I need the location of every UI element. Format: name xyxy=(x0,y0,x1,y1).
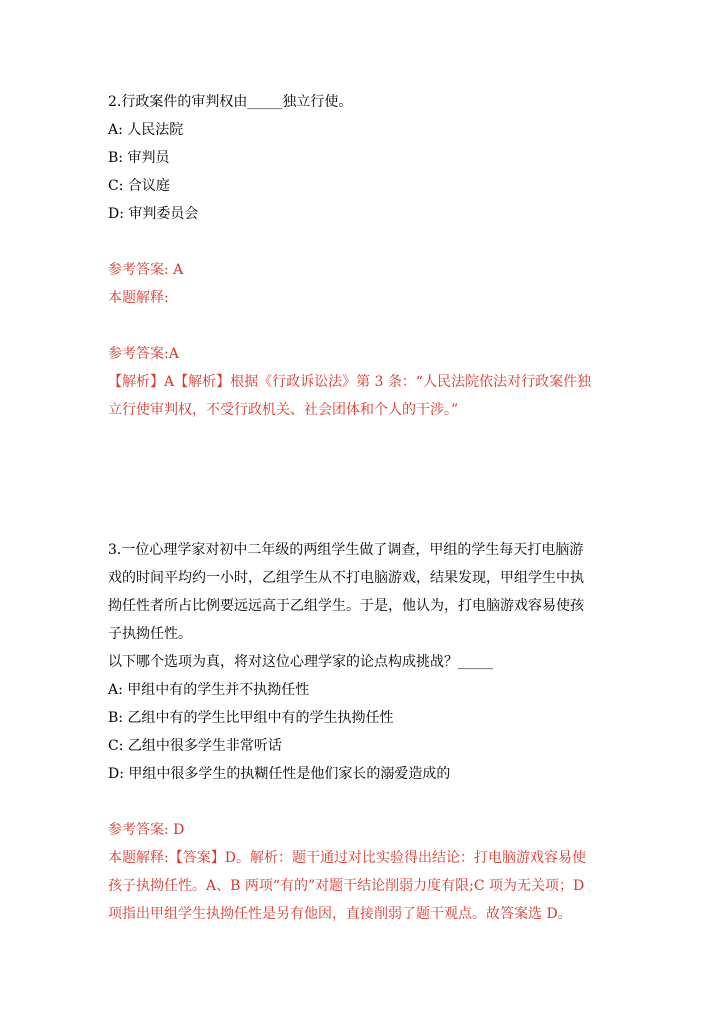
q2-option-a: A: 人民法院 xyxy=(108,122,184,138)
q2-option-c: C: 合议庭 xyxy=(108,178,170,194)
q2-analysis-line-2: 立行使审判权，不受行政机关、社会团体和个人的干涉。” xyxy=(108,402,459,418)
q3-explain-line-3: 项指出甲组学生执拗任性是另有他因，直接削弱了题干观点。故答案选 D。 xyxy=(108,906,572,922)
q3-explain-line-2: 孩子执拗任性。A、B 两项“有的”对题干结论削弱力度有限;C 项为无关项；D xyxy=(108,878,585,894)
q3-option-b: B: 乙组中有的学生比甲组中有的学生执拗任性 xyxy=(108,710,394,726)
q3-stem-line-1: 3.一位心理学家对初中二年级的两组学生做了调查，甲组的学生每天打电脑游 xyxy=(108,542,584,558)
q3-answer: 参考答案: D xyxy=(108,822,185,838)
q2-stem: 2.行政案件的审判权由_____独立行使。 xyxy=(108,94,353,110)
q2-answer-repeat: 参考答案:A xyxy=(108,346,179,362)
q3-stem-line-4: 子执拗任性。 xyxy=(108,626,192,642)
q2-analysis-line-1: 【解析】A【解析】根据《行政诉讼法》第 3 条：“人民法院依法对行政案件独 xyxy=(108,374,592,390)
q3-option-a: A: 甲组中有的学生并不执拗任性 xyxy=(108,682,310,698)
q2-answer: 参考答案: A xyxy=(108,262,184,278)
q3-option-d: D: 甲组中很多学生的执糊任性是他们家长的溺爱造成的 xyxy=(108,766,451,782)
q3-stem-line-3: 拗任性者所占比例要远远高于乙组学生。于是，他认为，打电脑游戏容易使孩 xyxy=(108,598,584,614)
q2-option-d: D: 审判委员会 xyxy=(108,206,199,222)
q2-option-b: B: 审判员 xyxy=(108,150,170,166)
q3-question: 以下哪个选项为真，将对这位心理学家的论点构成挑战？_____ xyxy=(108,654,493,670)
q3-option-c: C: 乙组中很多学生非常听话 xyxy=(108,738,282,754)
q3-explain-line-1: 本题解释:【答案】D。解析：题干通过对比实验得出结论：打电脑游戏容易使 xyxy=(108,850,586,866)
document-page xyxy=(108,88,612,928)
q2-explain-label: 本题解释: xyxy=(108,290,169,306)
q3-stem-line-2: 戏的时间平均约一小时，乙组学生从不打电脑游戏，结果发现，甲组学生中执 xyxy=(108,570,584,586)
